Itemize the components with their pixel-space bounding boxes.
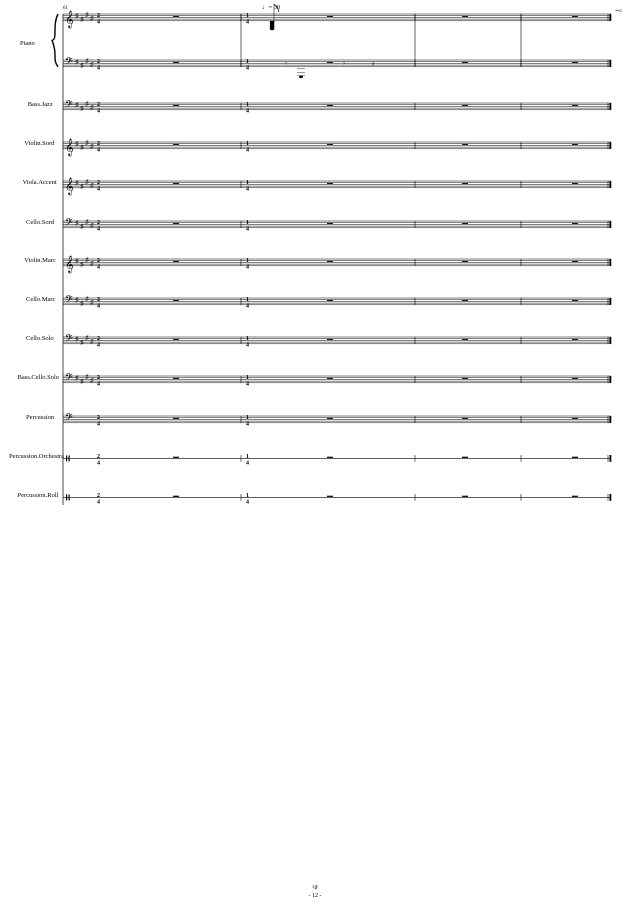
final-barline (610, 376, 612, 383)
instrument-label: Cello.Sord (26, 219, 54, 226)
sharp-sign: ♯ (85, 372, 89, 381)
time-signature-numerator: 1 (246, 493, 249, 500)
bass-clef: 𝄢 (65, 216, 73, 231)
piano-brace (52, 14, 58, 67)
time-signature-numerator: 1 (246, 141, 249, 148)
time-signature-numerator: 2 (97, 141, 100, 148)
sharp-sign: ♯ (90, 103, 94, 112)
percussion-clef (66, 455, 67, 461)
whole-rest (173, 105, 179, 106)
time-signature-numerator: 1 (246, 415, 249, 422)
instrument-label: Bass.Cello.Solo (17, 374, 60, 381)
whole-rest (572, 16, 578, 17)
whole-rest (327, 496, 333, 497)
time-signature-denominator: 4 (97, 108, 100, 115)
sharp-sign: ♯ (85, 99, 89, 108)
sharp-sign: ♯ (80, 377, 84, 386)
bass-clef: 𝄢 (65, 332, 73, 347)
whole-rest (572, 144, 578, 145)
whole-rest (572, 183, 578, 184)
whole-rest (462, 105, 468, 106)
footer-mark: ♮♯ (312, 885, 318, 891)
treble-clef: 𝄞 (65, 11, 74, 28)
line-end-marker: ⇝⌕ (615, 9, 622, 14)
whole-rest (173, 496, 179, 497)
percussion-clef (69, 455, 70, 461)
percussion-clef (69, 494, 70, 500)
instrument-label: Violin.Sord (24, 140, 55, 147)
time-signature-denominator: 4 (246, 381, 249, 388)
whole-rest (173, 261, 179, 262)
sharp-sign: ♯ (75, 179, 79, 188)
whole-rest (327, 378, 333, 379)
sharp-sign: ♯ (85, 177, 89, 186)
instrument-label: Percussion.Roll (17, 492, 59, 499)
sharp-sign: ♯ (90, 221, 94, 230)
sharp-sign: ♯ (75, 12, 79, 21)
final-barline (610, 259, 612, 266)
whole-rest (572, 339, 578, 340)
time-signature-denominator: 4 (97, 186, 100, 193)
instrument-label: Viola.Accent (22, 179, 57, 186)
sharp-sign: ♯ (85, 217, 89, 226)
time-signature-numerator: 2 (97, 336, 100, 343)
time-signature-numerator: 1 (246, 258, 249, 265)
whole-rest (173, 418, 179, 419)
sharp-sign: ♯ (90, 14, 94, 23)
whole-rest (327, 144, 333, 145)
whole-rest (327, 261, 333, 262)
sharp-sign: ♯ (90, 142, 94, 151)
sharp-sign: ♯ (90, 181, 94, 190)
final-barline (610, 103, 612, 110)
whole-rest (173, 144, 179, 145)
whole-rest (173, 183, 179, 184)
quarter-rest: 𝄽 (372, 60, 375, 69)
whole-rest (173, 378, 179, 379)
whole-rest (327, 105, 333, 106)
time-signature-denominator: 4 (246, 303, 249, 310)
time-signature-numerator: 2 (97, 375, 100, 382)
whole-rest (462, 261, 468, 262)
whole-rest (572, 62, 578, 63)
whole-rest (572, 378, 578, 379)
staves-group (52, 4, 622, 505)
instrument-label: Cello.Solo (26, 335, 54, 342)
treble-clef: 𝄞 (65, 139, 74, 156)
bass-clef: 𝄢 (65, 371, 73, 386)
sharp-sign: ♯ (85, 294, 89, 303)
sharp-sign: ♯ (90, 259, 94, 268)
time-signature-denominator: 4 (97, 65, 100, 72)
whole-rest (327, 339, 333, 340)
whole-rest (462, 62, 468, 63)
sharp-sign: ♯ (75, 219, 79, 228)
sharp-sign: ♯ (80, 61, 84, 70)
treble-clef: 𝄞 (65, 178, 74, 195)
time-signature-numerator: 2 (97, 258, 100, 265)
instrument-label: Violin.Marc (24, 257, 56, 264)
percussion-clef (66, 494, 67, 500)
whole-rest (462, 496, 468, 497)
time-signature-denominator: 4 (246, 421, 249, 428)
time-signature-denominator: 4 (246, 499, 249, 506)
bass-clef: 𝄢 (65, 98, 73, 113)
time-signature-denominator: 4 (246, 65, 249, 72)
whole-rest (572, 457, 578, 458)
time-signature-numerator: 2 (97, 220, 100, 227)
time-signature-numerator: 1 (246, 375, 249, 382)
time-signature-denominator: 4 (97, 499, 100, 506)
whole-rest (462, 144, 468, 145)
time-signature-denominator: 4 (97, 19, 100, 26)
time-signature-numerator: 2 (97, 59, 100, 66)
sharp-sign: ♯ (85, 56, 89, 65)
time-signature-denominator: 4 (246, 108, 249, 115)
eighth-rest: 𝄾 (343, 59, 345, 68)
time-signature-denominator: 4 (97, 303, 100, 310)
sharp-sign: ♯ (90, 298, 94, 307)
whole-rest (173, 300, 179, 301)
time-signature-numerator: 2 (97, 102, 100, 109)
sharp-sign: ♯ (75, 374, 79, 383)
sharp-sign: ♯ (90, 337, 94, 346)
sharp-sign: ♯ (80, 104, 84, 113)
time-signature-denominator: 4 (97, 342, 100, 349)
time-signature-numerator: 1 (246, 454, 249, 461)
sharp-sign: ♯ (80, 299, 84, 308)
whole-rest (572, 105, 578, 106)
final-barline (610, 60, 612, 67)
final-barline (610, 14, 612, 21)
time-signature-denominator: 4 (246, 264, 249, 271)
instrument-label: Percussion (26, 414, 55, 421)
time-signature-numerator: 2 (97, 297, 100, 304)
whole-rest (462, 457, 468, 458)
time-signature-denominator: 4 (246, 460, 249, 467)
sharp-sign: ♯ (80, 260, 84, 269)
bass-clef: 𝄢 (65, 55, 73, 70)
whole-rest (572, 418, 578, 419)
treble-clef: 𝄞 (65, 256, 74, 273)
whole-rest (327, 300, 333, 301)
whole-rest (462, 378, 468, 379)
time-signature-numerator: 1 (246, 102, 249, 109)
time-signature-denominator: 4 (97, 147, 100, 154)
whole-rest (462, 183, 468, 184)
final-barline (610, 416, 612, 423)
sharp-sign: ♯ (80, 338, 84, 347)
sharp-sign: ♯ (85, 10, 89, 19)
whole-rest (462, 16, 468, 17)
time-signature-numerator: 2 (97, 13, 100, 20)
final-barline (610, 221, 612, 228)
piano-label: Piano (20, 40, 35, 47)
final-barline (610, 181, 612, 188)
instrument-label: Bass.Jazz (27, 101, 53, 108)
whole-rest (572, 261, 578, 262)
whole-rest (173, 339, 179, 340)
final-barline (610, 298, 612, 305)
whole-rest (327, 457, 333, 458)
sharp-sign: ♯ (85, 333, 89, 342)
whole-rest (173, 223, 179, 224)
whole-rest (173, 457, 179, 458)
whole-rest (173, 16, 179, 17)
sharp-sign: ♯ (75, 58, 79, 67)
sharp-sign: ♯ (80, 222, 84, 231)
whole-rest (327, 418, 333, 419)
whole-rest (327, 223, 333, 224)
time-signature-denominator: 4 (97, 460, 100, 467)
final-barline (610, 337, 612, 344)
chord-notehead (270, 27, 274, 30)
time-signature-numerator: 1 (246, 59, 249, 66)
sharp-sign: ♯ (90, 376, 94, 385)
whole-rest (327, 16, 333, 17)
sharp-sign: ♯ (75, 140, 79, 149)
bass-clef: 𝄢 (65, 411, 73, 426)
final-barline (610, 494, 612, 501)
whole-rest (572, 496, 578, 497)
instrument-label: Cello.Marc (26, 296, 56, 303)
sharp-sign: ♯ (90, 60, 94, 69)
bass-clef: 𝄢 (65, 293, 73, 308)
whole-rest (327, 183, 333, 184)
sharp-sign: ♯ (75, 101, 79, 110)
time-signature-numerator: 1 (246, 336, 249, 343)
time-signature-numerator: 1 (246, 297, 249, 304)
whole-rest (327, 62, 333, 63)
sharp-sign: ♯ (85, 255, 89, 264)
time-signature-numerator: 2 (97, 493, 100, 500)
sharp-sign: ♯ (75, 335, 79, 344)
time-signature-denominator: 4 (246, 19, 249, 26)
measure-number: 61 (63, 6, 68, 11)
sharp-sign: ♯ (80, 182, 84, 191)
instrument-label: Percussion.Orchestra (9, 453, 65, 460)
sharp-sign: ♯ (85, 138, 89, 147)
time-signature-numerator: 2 (97, 454, 100, 461)
time-signature-numerator: 1 (246, 180, 249, 187)
whole-rest (462, 418, 468, 419)
whole-rest (572, 300, 578, 301)
sharp-sign: ♯ (80, 15, 84, 24)
tempo-marking: ♩= 30 (262, 4, 281, 11)
whole-rest (572, 223, 578, 224)
time-signature-denominator: 4 (246, 147, 249, 154)
whole-rest (462, 339, 468, 340)
sharp-sign: ♯ (75, 257, 79, 266)
time-signature-numerator: 2 (97, 415, 100, 422)
time-signature-denominator: 4 (246, 186, 249, 193)
sharp-sign: ♯ (80, 143, 84, 152)
time-signature-denominator: 4 (97, 226, 100, 233)
whole-rest (173, 62, 179, 63)
eighth-rest: 𝄾 (285, 59, 287, 68)
time-signature-denominator: 4 (246, 226, 249, 233)
time-signature-denominator: 4 (97, 421, 100, 428)
whole-rest (462, 300, 468, 301)
time-signature-denominator: 4 (97, 381, 100, 388)
final-barline (610, 142, 612, 149)
time-signature-numerator: 2 (97, 180, 100, 187)
final-barline (610, 455, 612, 462)
time-signature-denominator: 4 (246, 342, 249, 349)
time-signature-numerator: 1 (246, 13, 249, 20)
time-signature-denominator: 4 (97, 264, 100, 271)
sharp-sign: ♯ (75, 296, 79, 305)
page-number: - 12 - (308, 893, 322, 899)
time-signature-numerator: 1 (246, 220, 249, 227)
whole-rest (462, 223, 468, 224)
